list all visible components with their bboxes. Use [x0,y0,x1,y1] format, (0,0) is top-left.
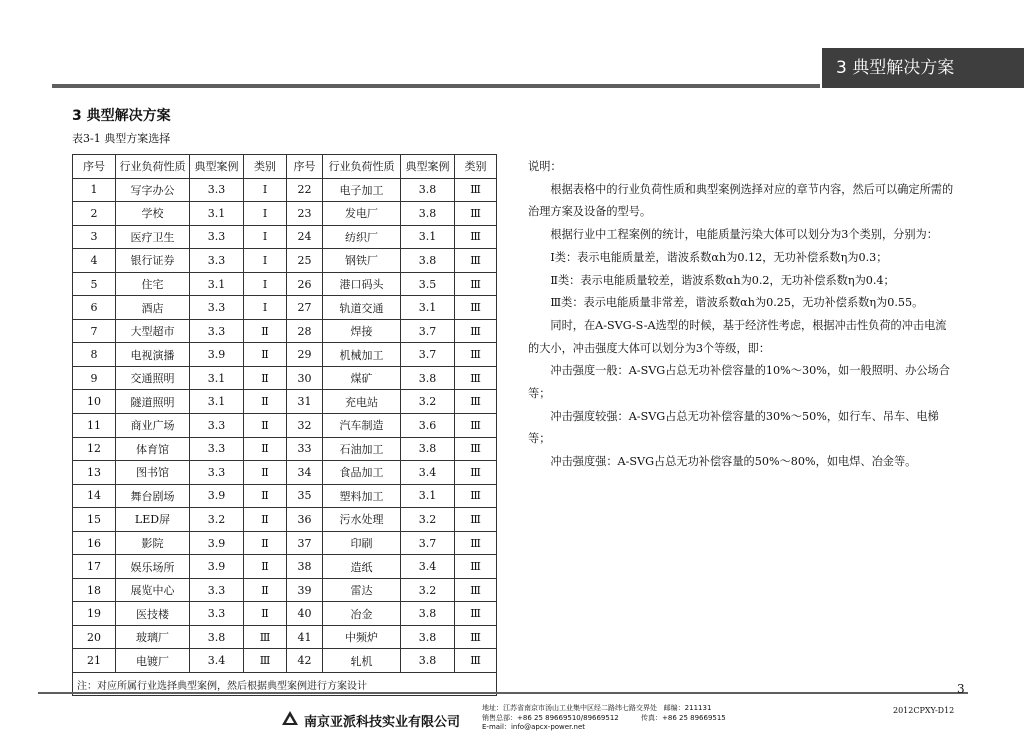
table-cell: 14 [73,484,116,508]
table-cell: Ⅲ [455,225,497,249]
table-cell: 图书馆 [116,461,190,485]
table-cell: 3.8 [190,625,244,649]
table-cell: 3.1 [190,202,244,226]
table-cell: 30 [287,366,323,390]
table-cell: 3.3 [190,602,244,626]
table-cell: 轨道交通 [323,296,401,320]
class-1-description: Ⅰ类：表示电能质量差，谐波系数αh为0.12，无功补偿系数η为0.3； [550,250,888,264]
table-cell: 3.3 [190,414,244,438]
table-cell: 3.1 [190,390,244,414]
table-row [73,225,497,249]
table-cell: Ⅱ [244,578,287,602]
table-cell: Ⅲ [455,272,497,296]
table-cell: 轧机 [323,649,401,673]
table-cell: Ⅱ [244,461,287,485]
table-cell: 3.3 [190,461,244,485]
table-row [73,555,497,579]
table-row [73,414,497,438]
table-row [73,461,497,485]
table-cell: 娱乐场所 [116,555,190,579]
table-cell: 6 [73,296,116,320]
table-cell: 食品加工 [323,461,401,485]
table-cell: 3.9 [190,555,244,579]
header-rule [52,84,820,88]
table-cell: Ⅱ [244,437,287,461]
table-cell: 18 [73,578,116,602]
table-cell: 7 [73,319,116,343]
table-cell: 交通照明 [116,366,190,390]
table-cell: 3.8 [401,202,455,226]
table-cell: 19 [73,602,116,626]
table-cell: 酒店 [116,296,190,320]
table-cell: Ⅲ [455,343,497,367]
table-cell: 电子加工 [323,178,401,202]
table-cell: 3.1 [190,272,244,296]
table-cell: 焊接 [323,319,401,343]
table-cell: 3.2 [190,508,244,532]
table-cell: 29 [287,343,323,367]
table-cell: 舞台剧场 [116,484,190,508]
table-cell: 雷达 [323,578,401,602]
table-cell: 31 [287,390,323,414]
explanation-heading: 说明： [528,160,562,173]
explanation [528,156,954,474]
table-cell: 电镀厂 [116,649,190,673]
chapter-tab: 3 典型解决方案 [822,48,1024,88]
table-cell: 机械加工 [323,343,401,367]
table-cell: 3.1 [401,225,455,249]
table-cell: 3.4 [401,555,455,579]
explanation-paragraph: 同时，在A-SVG-S-A选型的时候，基于经济性考虑，根据冲击性负荷的冲击电流的大小，冲击强度大体可以划分为3个等级，即： [528,318,947,355]
table-cell: Ⅲ [455,555,497,579]
table-cell: 3.2 [401,578,455,602]
table-cell: 3.3 [190,178,244,202]
table-cell: 影院 [116,531,190,555]
table-cell: 纺织厂 [323,225,401,249]
table-cell: 9 [73,366,116,390]
table-row [73,625,497,649]
table-row [73,578,497,602]
table-cell: Ⅲ [455,202,497,226]
table-cell: 3 [73,225,116,249]
table-cell: 港口码头 [323,272,401,296]
table-cell: 3.7 [401,531,455,555]
table-row [73,296,497,320]
table-header-row [73,155,497,179]
table-cell: 42 [287,649,323,673]
table-cell: 3.8 [401,602,455,626]
table-cell: 隧道照明 [116,390,190,414]
section-title: 3 典型解决方案 [72,108,171,124]
table-cell: Ⅲ [244,649,287,673]
table-row [73,390,497,414]
table-cell: 5 [73,272,116,296]
table-cell: 展览中心 [116,578,190,602]
table-body [73,178,497,672]
table-cell: Ⅲ [455,319,497,343]
table-cell: 12 [73,437,116,461]
table-cell: Ⅲ [244,625,287,649]
table-cell: 3.6 [401,414,455,438]
table-cell: 住宅 [116,272,190,296]
table-cell: Ⅲ [455,625,497,649]
table-cell: 3.1 [401,296,455,320]
table-cell: 3.1 [190,366,244,390]
table-cell: 3.7 [401,343,455,367]
header-cell: 序号 [73,155,116,179]
table-cell: Ⅲ [455,249,497,273]
table-cell: 体育馆 [116,437,190,461]
table-cell: 26 [287,272,323,296]
table-cell: Ⅱ [244,414,287,438]
table-cell: 医疗卫生 [116,225,190,249]
table-note: 注：对应所属行业选择典型案例，然后根据典型案例进行方案设计 [73,673,497,696]
table-cell: 3.9 [190,343,244,367]
table-cell: Ⅲ [455,461,497,485]
table-cell: 16 [73,531,116,555]
table-cell: 3.1 [401,484,455,508]
table-cell: 10 [73,390,116,414]
table-cell: 塑料加工 [323,484,401,508]
header-cell: 行业负荷性质 [323,155,401,179]
table-cell: Ⅱ [244,343,287,367]
table-cell: Ⅰ [244,296,287,320]
table-cell: Ⅱ [244,366,287,390]
header-cell: 类别 [455,155,497,179]
selection-table [72,154,497,696]
table-cell: 造纸 [323,555,401,579]
table-cell: 36 [287,508,323,532]
table-cell: Ⅰ [244,225,287,249]
table-cell: 银行证券 [116,249,190,273]
table-cell: Ⅱ [244,555,287,579]
company-logo-icon [281,710,299,726]
table-cell: 冶金 [323,602,401,626]
table-cell: 石油加工 [323,437,401,461]
table-row [73,249,497,273]
table-cell: 发电厂 [323,202,401,226]
table-cell: Ⅲ [455,414,497,438]
table-cell: Ⅲ [455,602,497,626]
table-cell: Ⅲ [455,649,497,673]
impact-level-1: 冲击强度一般：A-SVG占总无功补偿容量的10%～30%，如一般照明、办公场合等； [528,364,950,401]
table-cell: 27 [287,296,323,320]
table-cell: 15 [73,508,116,532]
table-row [73,319,497,343]
explanation-paragraph: 根据行业中工程案例的统计，电能质量污染大体可以划分为3个类别，分别为： [550,228,938,242]
table-cell: 22 [287,178,323,202]
table-cell: 3.3 [190,249,244,273]
table-cell: Ⅲ [455,390,497,414]
page-number: 3 [957,682,965,696]
header-cell: 典型案例 [401,155,455,179]
contact-info [482,704,726,733]
table-cell: 11 [73,414,116,438]
table-row [73,437,497,461]
table-cell: 3.8 [401,625,455,649]
impact-level-3: 冲击强度强：A-SVG占总无功补偿容量的50%～80%，如电焊、冶金等。 [550,455,917,469]
table-cell: 32 [287,414,323,438]
table-cell: Ⅱ [244,319,287,343]
table-cell: Ⅱ [244,390,287,414]
table-cell: 3.4 [190,649,244,673]
table-cell: 3.3 [190,296,244,320]
table-cell: Ⅰ [244,249,287,273]
table-cell: 商业广场 [116,414,190,438]
table-cell: 3.7 [401,319,455,343]
table-cell: 3.8 [401,249,455,273]
table-cell: 24 [287,225,323,249]
table-cell: 38 [287,555,323,579]
table-cell: 玻璃厂 [116,625,190,649]
table-cell: Ⅱ [244,484,287,508]
table-cell: 充电站 [323,390,401,414]
table-row [73,178,497,202]
table-cell: 3.3 [190,225,244,249]
table-cell: 33 [287,437,323,461]
table-cell: 23 [287,202,323,226]
table-cell: Ⅱ [244,531,287,555]
table-cell: 医技楼 [116,602,190,626]
table-cell: 35 [287,484,323,508]
table-cell: 学校 [116,202,190,226]
header-cell: 典型案例 [190,155,244,179]
table-cell: 钢铁厂 [323,249,401,273]
table-row [73,343,497,367]
table-cell: 3.9 [190,531,244,555]
table-cell: 中频炉 [323,625,401,649]
class-3-description: Ⅲ类：表示电能质量非常差，谐波系数αh为0.25，无功补偿系数η为0.55。 [550,296,924,310]
table-cell: 3.9 [190,484,244,508]
table-cell: 8 [73,343,116,367]
table-cell: Ⅲ [455,178,497,202]
email: E-mail：info@apcx-power.net [482,723,586,731]
table-row [73,484,497,508]
header-cell: 行业负荷性质 [116,155,190,179]
table-cell: 34 [287,461,323,485]
table-row [73,602,497,626]
table-cell: 28 [287,319,323,343]
sales-phone: 销售总部：+86 25 89669510/89669512 传真：+86 25 89669515 [482,713,726,722]
table-cell: 3.3 [190,319,244,343]
table-row [73,366,497,390]
table-cell: Ⅱ [244,508,287,532]
table-cell: 污水处理 [323,508,401,532]
table-row [73,508,497,532]
table-cell: Ⅲ [455,508,497,532]
table-cell: 2 [73,202,116,226]
table-cell: 3.4 [401,461,455,485]
address: 地址：江苏省南京市汤山工业集中区经二路纬七路交界处 邮编：211131 [482,704,712,712]
table-cell: LED屏 [116,508,190,532]
table-caption: 表3-1 典型方案选择 [72,132,171,145]
table-cell: 3.3 [190,437,244,461]
footer-rule [38,692,968,694]
table-cell: 3.8 [401,366,455,390]
table-cell: Ⅰ [244,178,287,202]
table-cell: 13 [73,461,116,485]
table-cell: 3.8 [401,437,455,461]
table-cell: Ⅲ [455,484,497,508]
table-cell: 25 [287,249,323,273]
table-cell: 汽车制造 [323,414,401,438]
table-cell: 3.8 [401,178,455,202]
table-cell: Ⅰ [244,272,287,296]
table-cell: 37 [287,531,323,555]
table-cell: Ⅲ [455,578,497,602]
impact-level-2: 冲击强度较强：A-SVG占总无功补偿容量的30%～50%，如行车、吊车、电梯等； [528,409,939,446]
table-cell: Ⅲ [455,531,497,555]
company-name: 南京亚派科技实业有限公司 [304,715,461,730]
table-cell: 39 [287,578,323,602]
table-cell: 3.3 [190,578,244,602]
table-cell: 3.2 [401,390,455,414]
table-cell: 电视演播 [116,343,190,367]
table-cell: 17 [73,555,116,579]
table-cell: 3.2 [401,508,455,532]
table-cell: 20 [73,625,116,649]
table-cell: 煤矿 [323,366,401,390]
table-cell: Ⅲ [455,366,497,390]
table-cell: 3.5 [401,272,455,296]
table-cell: Ⅲ [455,296,497,320]
table-row [73,531,497,555]
table-cell: 写字办公 [116,178,190,202]
table-cell: Ⅰ [244,202,287,226]
table-cell: 1 [73,178,116,202]
table-cell: Ⅱ [244,602,287,626]
class-2-description: Ⅱ类：表示电能质量较差，谐波系数αh为0.2，无功补偿系数η为0.4； [550,273,895,287]
table-row [73,649,497,673]
header-cell: 类别 [244,155,287,179]
header-cell: 序号 [287,155,323,179]
table-cell: 40 [287,602,323,626]
table-cell: 大型超市 [116,319,190,343]
document-code: 2012CPXY-D12 [893,706,955,715]
table-cell: 3.8 [401,649,455,673]
table-cell: 41 [287,625,323,649]
table-row [73,272,497,296]
table-row [73,202,497,226]
table-cell: 4 [73,249,116,273]
table-cell: 印刷 [323,531,401,555]
table-cell: Ⅲ [455,437,497,461]
table-cell: 21 [73,649,116,673]
explanation-paragraph: 根据表格中的行业负荷性质和典型案例选择对应的章节内容，然后可以确定所需的治理方案及设备的型号。 [528,182,954,219]
